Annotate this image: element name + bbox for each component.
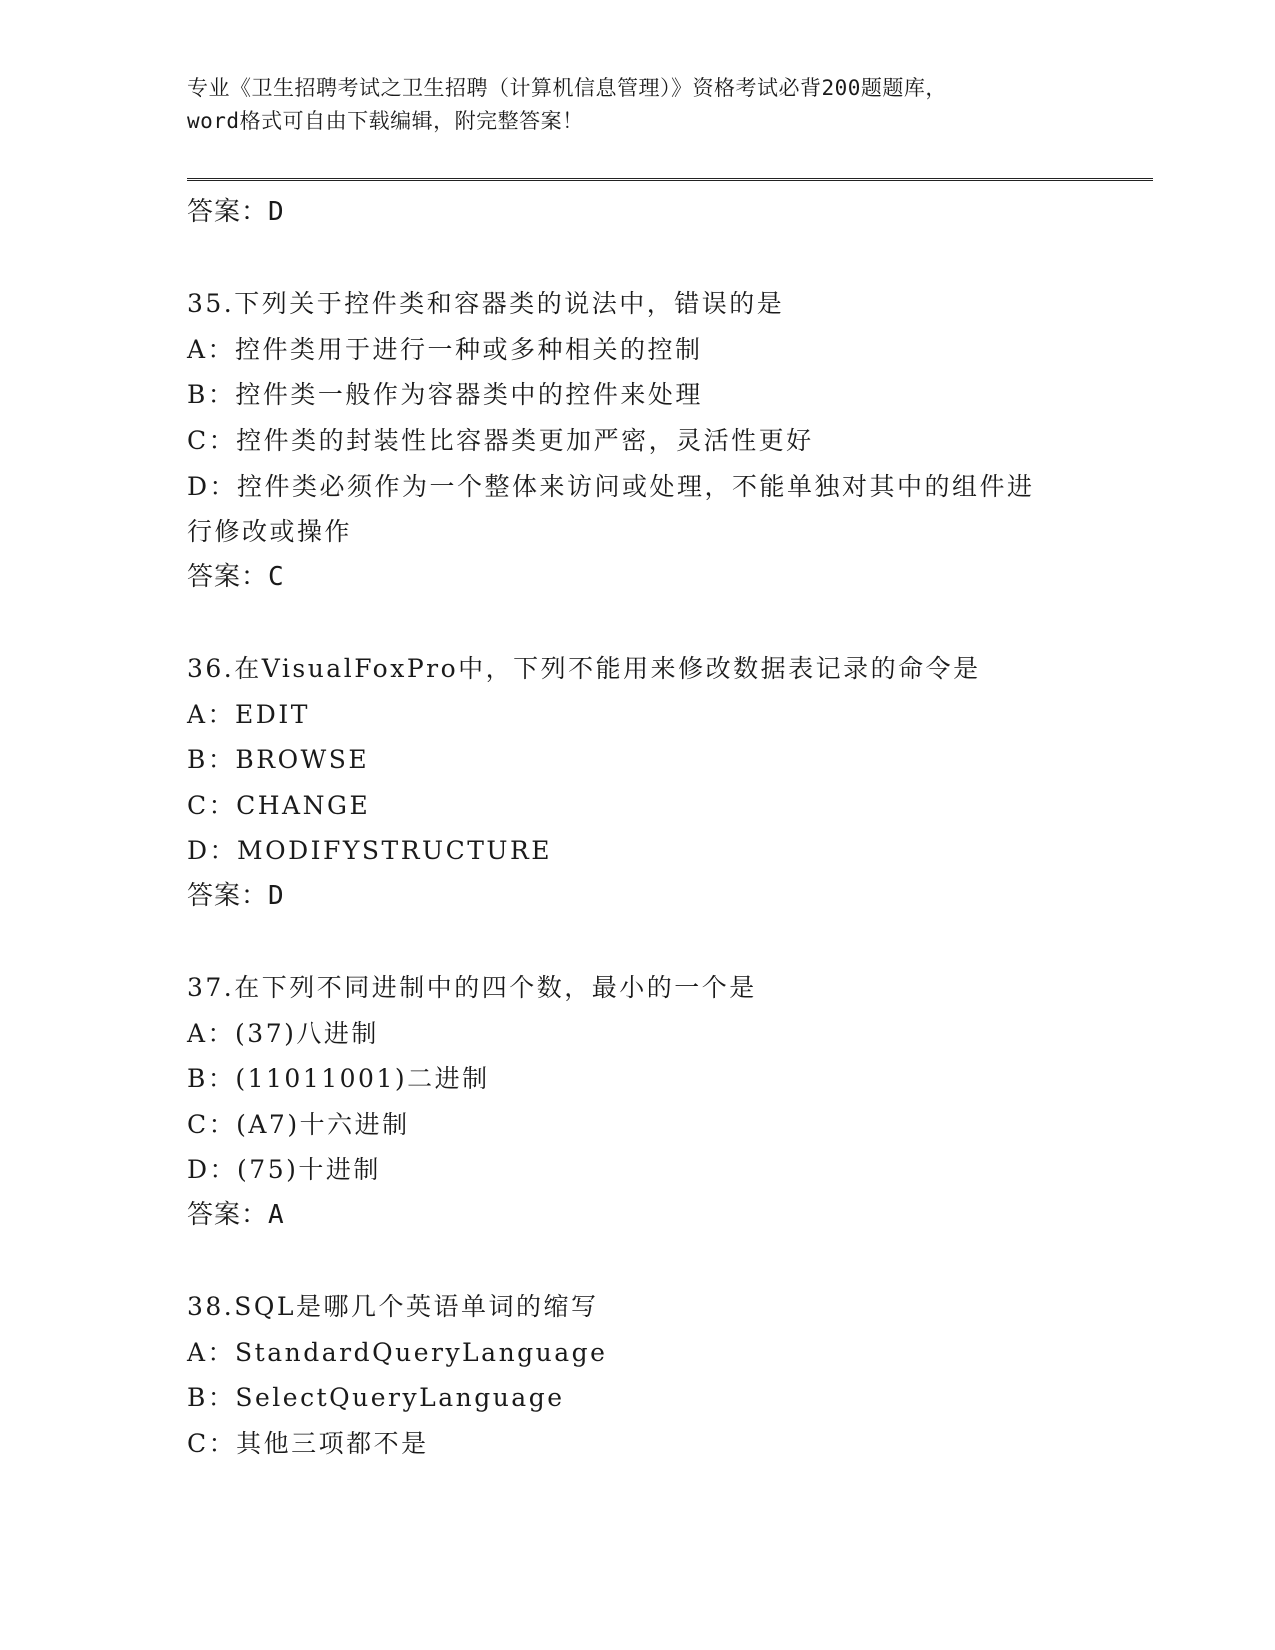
option-a: A：控件类用于进行一种或多种相关的控制 <box>187 334 703 364</box>
question-text: 37.在下列不同进制中的四个数，最小的一个是 <box>187 973 757 1003</box>
question-block-37 <box>187 965 1087 1239</box>
option-a: A：EDIT <box>187 699 310 729</box>
answer-value: C <box>268 561 285 592</box>
option-c: C：(A7)十六进制 <box>187 1109 410 1139</box>
answer-line <box>187 190 1087 236</box>
option-b: B：(11011001)二进制 <box>187 1064 490 1094</box>
answer-value: D <box>268 197 285 227</box>
option-c: C：其他三项都不是 <box>187 1429 429 1459</box>
answer-value: D <box>268 880 285 911</box>
answer-line <box>187 1193 1087 1239</box>
question-text: 38.SQL是哪几个英语单词的缩写 <box>187 1292 599 1322</box>
header-title-line-1: 专业《卫生招聘考试之卫生招聘（计算机信息管理）》资格考试必背200题题库， <box>187 76 947 100</box>
spacer <box>187 236 1087 282</box>
option-d-continued: 行修改或操作 <box>187 517 353 547</box>
answer-line <box>187 555 1087 601</box>
answer-label: 答案： <box>187 880 269 911</box>
answer-label: 答案： <box>187 1200 269 1231</box>
option-b: B：SelectQueryLanguage <box>187 1383 565 1413</box>
answer-line <box>187 874 1087 920</box>
option-d: D：控件类必须作为一个整体来访问或处理，不能单独对其中的组件进 <box>187 471 1035 501</box>
question-block-35 <box>187 281 1087 600</box>
spacer <box>187 920 1087 966</box>
answer-label: 答案： <box>187 197 269 227</box>
question-block-36 <box>187 646 1087 920</box>
spacer <box>187 1239 1087 1285</box>
option-c: C：CHANGE <box>187 790 371 820</box>
option-b: B：控件类一般作为容器类中的控件来处理 <box>187 380 703 410</box>
option-d: D：(75)十进制 <box>187 1155 381 1185</box>
page-header <box>187 72 1087 138</box>
question-text: 35.下列关于控件类和容器类的说法中，错误的是 <box>187 289 785 319</box>
option-a: A：(37)八进制 <box>187 1018 379 1048</box>
header-divider <box>187 178 1153 181</box>
option-d: D：MODIFYSTRUCTURE <box>187 836 553 866</box>
option-b: B：BROWSE <box>187 745 370 775</box>
answer-value: A <box>268 1200 285 1231</box>
document-body <box>187 190 1087 1467</box>
answer-label: 答案： <box>187 561 269 592</box>
spacer <box>187 600 1087 646</box>
option-c: C：控件类的封装性比容器类更加严密，灵活性更好 <box>187 425 814 455</box>
option-a: A：StandardQueryLanguage <box>187 1337 608 1367</box>
question-text: 36.在VisualFoxPro中，下列不能用来修改数据表记录的命令是 <box>187 653 981 683</box>
header-title-line-2: word格式可自由下载编辑，附完整答案！ <box>187 109 584 133</box>
question-block-38 <box>187 1284 1087 1466</box>
